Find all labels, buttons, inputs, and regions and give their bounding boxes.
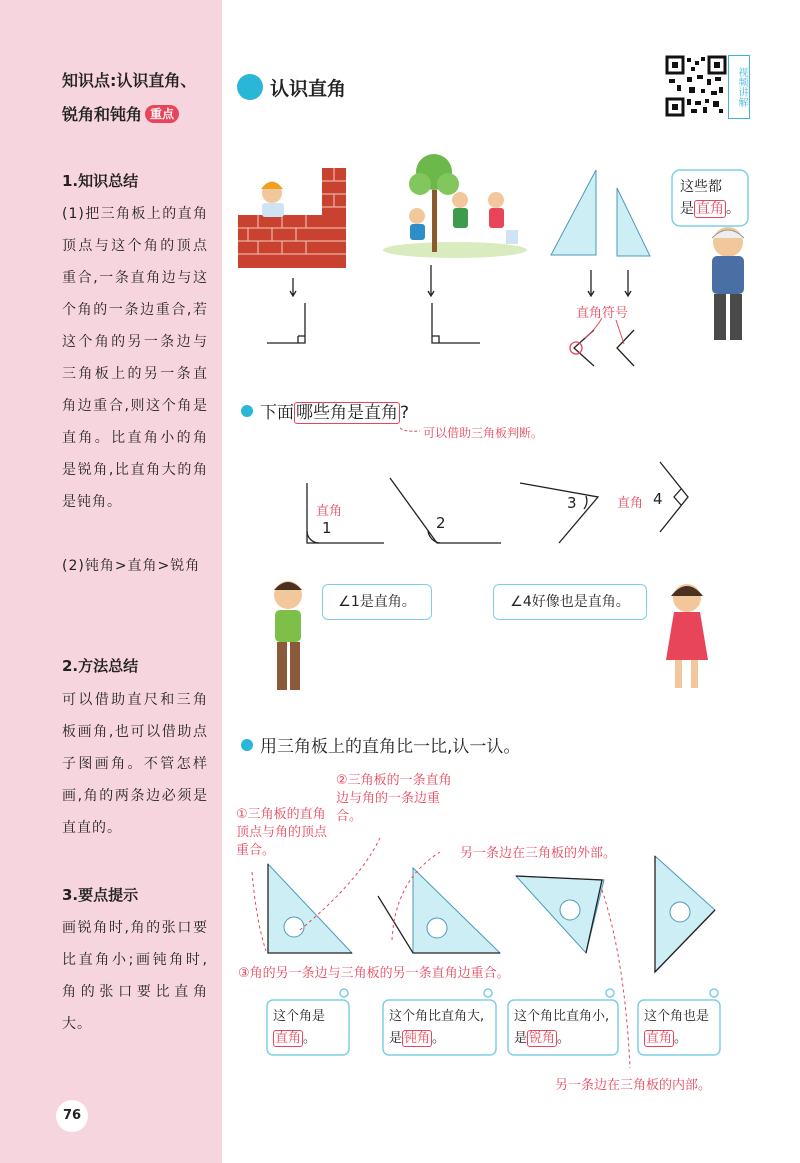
step-1-note: ①三角板的直角顶点与角的顶点重合。 <box>236 807 328 858</box>
step-3-note: ③角的另一条边与三角板的另一条直角边重合。 <box>238 966 510 981</box>
angle-1-number: 1 <box>322 519 332 537</box>
summary-heading: 1.知识总结 <box>62 172 139 190</box>
right-angle-symbol-label: 直角符号 <box>576 306 629 321</box>
method-heading: 2.方法总结 <box>62 657 139 675</box>
result-bubble-3: 这个角比直角小,是 锐角 。 <box>514 1009 610 1046</box>
kp-title-text: 知识点:认识直角、锐角和钝角 <box>62 71 197 124</box>
bullet-icon <box>241 405 253 417</box>
teacher-speech-text: 这些都 是 直角 。 <box>680 179 740 217</box>
question-1: 下面 哪些角是直角 ? <box>260 403 410 423</box>
result-bubble-4: 这个角也是直角 。 <box>644 1009 710 1046</box>
section-title: 认识直角 <box>270 78 347 100</box>
tips-heading: 3.要点提示 <box>62 886 139 904</box>
boy-illustration <box>274 581 302 690</box>
step-2-note: ②三角板的一条直角边与角的一条边重合。 <box>336 773 452 824</box>
result-bubble-1: 这个角是 直角 。 <box>273 1009 326 1046</box>
teacher-illustration <box>712 227 744 340</box>
question-2: 用三角板上的直角比一比,认一认。 <box>260 737 521 757</box>
angle-4-label: 直角 <box>617 496 644 511</box>
method-text: 可以借助直尺和三角板画角,也可以借助点子图画角。不管怎样画,角的两条边必须是直直的。 <box>62 692 208 836</box>
tree-planting-illustration <box>383 154 527 258</box>
girl-speech-bubble: ∠4好像也是直角。 <box>493 584 647 620</box>
angle-4-number: 4 <box>653 490 663 508</box>
key-point-badge: 重点 <box>145 105 179 123</box>
comparison-triangles <box>268 856 715 972</box>
brick-wall-illustration <box>238 168 346 268</box>
video-lesson-label[interactable]: 视频讲解 <box>728 55 750 119</box>
tips-text: 画锐角时,角的张口要比直角小;画钝角时,角的张口要比直角大。 <box>62 920 208 1032</box>
page-number: 76 <box>56 1100 88 1132</box>
inside-note: 另一条边在三角板的内部。 <box>555 1078 712 1093</box>
angle-2-number: 2 <box>436 514 446 532</box>
boy-speech-bubble: ∠1是直角。 <box>322 584 432 620</box>
result-bubble-2: 这个角比直角大,是 钝角 。 <box>389 1009 485 1046</box>
outside-note: 另一条边在三角板的外部。 <box>460 846 617 861</box>
question-1-hint: 可以借助三角板判断。 <box>423 426 544 440</box>
summary-text-1: (1)把三角板上的直角顶点与这个角的顶点重合,一条直角边与这个角的一条边重合,若这个角的另一条边与三角板上的另一条直角边重合,则这个角是直角。比直角小的角是锐角,比直角大的角是钝角。 <box>62 206 208 510</box>
bullet-icon <box>241 739 253 751</box>
angle-1-label: 直角 <box>316 504 343 519</box>
girl-illustration <box>666 584 708 688</box>
angle-3-number: 3 <box>567 494 577 512</box>
triangle-ruler-pair-illustration <box>551 170 650 256</box>
summary-text-2: (2)钝角>直角>锐角 <box>62 558 201 574</box>
